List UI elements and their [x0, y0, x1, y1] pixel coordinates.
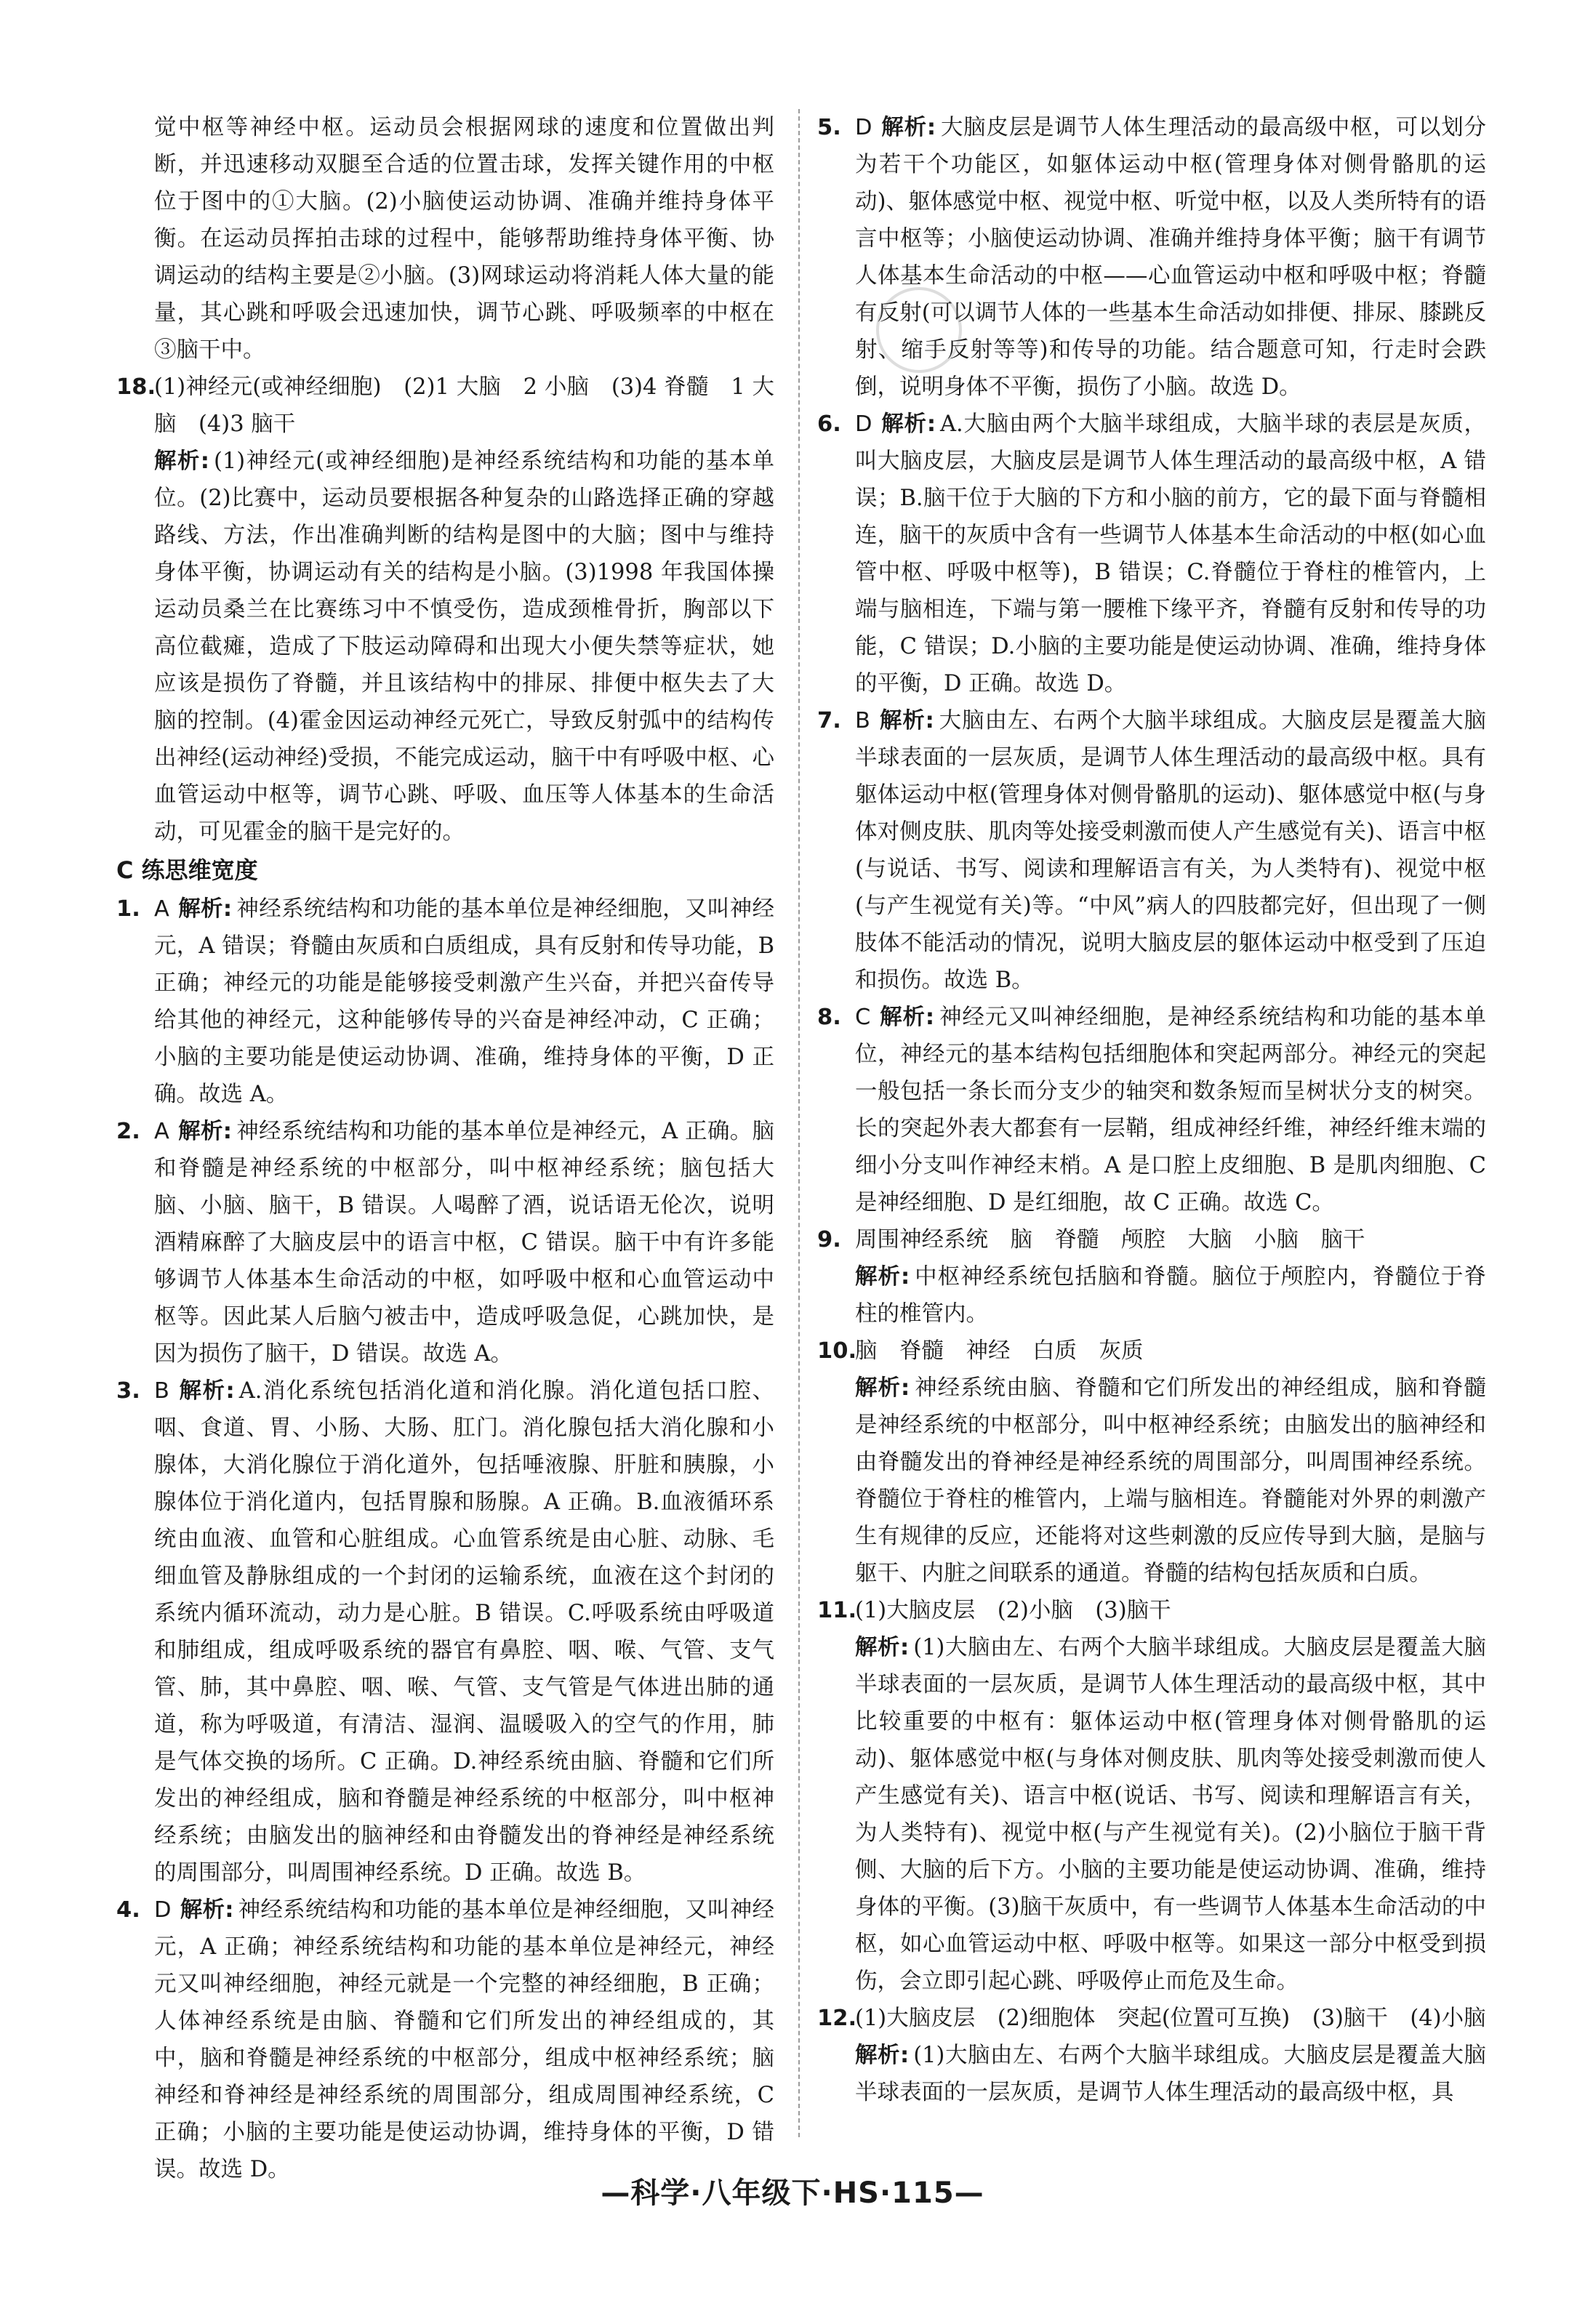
analysis-text: 神经系统由脑、脊髓和它们所发出的神经组成，脑和脊髓是神经系统的中枢部分，叫中枢神经系统；由脑发出的脑神经和由脊髓发出的脊神经是神经系统的周围部分，叫周围神经系统。脊髓位于脊柱的椎管内，上端与脑相连。脊髓能对外界的刺激产生有规律的反应，还能将对这些刺激的反应传导到大脑，是脑与躯干、内脏之间联系的通道。脊髓的结构包括灰质和白质。	[855, 1375, 1487, 1586]
question-1	[116, 890, 774, 1113]
analysis-label: 解析:	[177, 1378, 235, 1404]
analysis-label: 解析:	[177, 1119, 232, 1144]
watermark-stamp	[876, 287, 962, 373]
question-6	[817, 406, 1486, 702]
analysis-label: 解析:	[180, 1897, 234, 1923]
section-title: C 练思维宽度	[116, 856, 258, 884]
analysis-label: 解析:	[154, 449, 209, 474]
question-11	[817, 1592, 1486, 2000]
analysis-text: 中枢神经系统包括脑和脊髓。脑位于颅腔内，脊髓位于脊柱的椎管内。	[855, 1264, 1487, 1327]
answer-choice: A	[154, 896, 169, 922]
answer-line: 周围神经系统 脑 脊髓 颅腔 大脑 小脑 脑干	[855, 1227, 1365, 1253]
answer-choice: B	[154, 1378, 169, 1404]
question-number: 10.	[817, 1338, 857, 1364]
analysis-text: (1)大脑由左、右两个大脑半球组成。大脑皮层是覆盖大脑半球表面的一层灰质，是调节人体生理活动的最高级中枢，其中比较重要的中枢有：躯体运动中枢(管理身体对侧骨骼肌的运动)、躯体感觉中枢(与身体对侧皮肤、肌肉等处接受刺激而使人产生感觉有关)、语言中枢(说话、书写、阅读和理解语言有关，为人类特有)、视觉中枢(与产生视觉有关)。(2)小脑位于脑干背侧、大脑的后下方。小脑的主要功能是使运动协调、准确，维持身体的平衡。(3)脑干灰质中，有一些调节人体基本生命活动的中枢，如心血管运动中枢、呼吸中枢等。如果这一部分中枢受到损伤，会立即引起心跳、呼吸停止而危及生命。	[855, 1635, 1486, 1994]
question-18	[116, 369, 774, 851]
analysis-label: 解析:	[855, 2043, 910, 2068]
question-7	[817, 702, 1486, 999]
answer-choice: B	[855, 708, 870, 733]
question-number: 11.	[817, 1598, 857, 1623]
analysis-text: (1)神经元(或神经细胞)是神经系统结构和功能的基本单位。(2)比赛中，运动员要根据各种复杂的山路选择正确的穿越路线、方法，作出准确判断的结构是图中的大脑；图中与维持身体平衡，协调运动有关的结构是小脑。(3)1998 年我国体操运动员桑兰在比赛练习中不慎受伤，造成颈椎骨折，胸部以下高位截瘫，造成了下肢运动障碍和出现大小便失禁等症状，她应该是损伤了脊髓，并且该结构中的排尿、排便中枢失去了大脑的控制。(4)霍金因运动神经元死亡，导致反射弧中的结构传出神经(运动神经)受损，不能完成运动，脑干中有呼吸中枢、心血管运动中枢等，调节心跳、呼吸、血压等人体基本的生命活动，可见霍金的脑干是完好的。	[154, 449, 774, 845]
question-2	[116, 1113, 774, 1372]
question-12	[817, 2000, 1486, 2111]
question-number: 6.	[817, 411, 841, 437]
question-10	[817, 1332, 1486, 1592]
answer-choice: D	[855, 411, 872, 437]
analysis-text: 神经元又叫神经细胞，是神经系统结构和功能的基本单位，神经元的基本结构包括细胞体和突起两部分。神经元的突起一般包括一条长而分支少的轴突和数条短而呈树状分支的树突。长的突起外表大都套有一层鞘，组成神经纤维，神经纤维末端的细小分支叫作神经末梢。A 是口腔上皮细胞、B 是肌肉细胞、C 是神经细胞、D 是红细胞，故 C 正确。故选 C。	[855, 1005, 1486, 1215]
analysis-text: A.大脑由两个大脑半球组成，大脑半球的表层是灰质，叫大脑皮层，大脑皮层是调节人体生理活动的最高级中枢，A 错误；B.脑干位于大脑的下方和小脑的前方，它的最下面与脊髓相连，脑干的灰质中含有一些调节人体基本生命活动的中枢(如心血管中枢、呼吸中枢等)，B 错误；C.脊髓位于脊柱的椎管内，上端与脑相连，下端与第一腰椎下缘平齐，脊髓有反射和传导的功能，C 错误；D.小脑的主要功能是使运动协调、准确，维持身体的平衡，D 正确。故选 D。	[855, 411, 1486, 696]
answer-choice: D	[154, 1897, 172, 1923]
analysis-text: (1)大脑由左、右两个大脑半球组成。大脑皮层是覆盖大脑半球表面的一层灰质，是调节人体生理活动的最高级中枢，具	[855, 2043, 1486, 2105]
analysis-text: 神经系统结构和功能的基本单位是神经细胞，又叫神经元，A 错误；脊髓由灰质和白质组成，具有反射和传导功能，B 正确；神经元的功能是能够接受刺激产生兴奋，并把兴奋传导给其他的神经元，这种能够传导的兴奋是神经冲动，C 正确；小脑的主要功能是使运动协调、准确，维持身体的平衡，D 正确。故选 A。	[154, 896, 775, 1107]
question-8	[817, 999, 1486, 1221]
answer-line: (1)大脑皮层 (2)小脑 (3)脑干	[855, 1598, 1171, 1623]
question-number: 5.	[817, 115, 841, 140]
analysis-text: 神经系统结构和功能的基本单位是神经细胞，又叫神经元，A 正确；神经系统结构和功能的基本单位是神经元，神经元又叫神经细胞，神经元就是一个完整的神经细胞，B 正确；人体神经系统是由脑、脊髓和它们所发出的神经组成的，其中，脑和脊髓是神经系统的中枢部分，组成中枢神经系统；脑神经和脊神经是神经系统的周围部分，组成周围神经系统，C 正确；小脑的主要功能是使运动协调，维持身体的平衡，D 错误。故选 D。	[154, 1897, 775, 2182]
continuation-paragraph: 觉中枢等神经中枢。运动员会根据网球的速度和位置做出判断，并迅速移动双腿至合适的位置击球，发挥关键作用的中枢位于图中的①大脑。(2)小脑使运动协调、准确并维持身体平衡。在运动员挥拍击球的过程中，能够帮助维持身体平衡、协调运动的结构主要是②小脑。(3)网球运动将消耗人体大量的能量，其心跳和呼吸会迅速加快，调节心跳、呼吸频率的中枢在③脑干中。	[154, 115, 774, 363]
question-number: 3.	[116, 1378, 140, 1404]
analysis-label: 解析:	[880, 411, 936, 437]
answer-choice: D	[855, 115, 872, 140]
answer-line: (1)神经元(或神经细胞) (2)1 大脑 2 小脑 (3)4 脊髓 1 大脑 (4)3 脑干	[154, 374, 774, 437]
analysis-label: 解析:	[879, 1005, 935, 1030]
answer-line: (1)大脑皮层 (2)细胞体 突起(位置可互换) (3)脑干 (4)小脑	[855, 2006, 1486, 2031]
question-number: 9.	[817, 1227, 841, 1253]
question-number: 1.	[116, 896, 140, 922]
answer-choice: C	[855, 1005, 871, 1030]
analysis-text: 大脑由左、右两个大脑半球组成。大脑皮层是覆盖大脑半球表面的一层灰质，是调节人体生理活动的最高级中枢。具有躯体运动中枢(管理身体对侧骨骼肌的运动)、躯体感觉中枢(与身体对侧皮肤、肌肉等处接受刺激而使人产生感觉有关)、语言中枢(与说话、书写、阅读和理解语言有关，为人类特有)、视觉中枢(与产生视觉有关)等。“中风”病人的四肢都完好，但出现了一侧肢体不能活动的情况，说明大脑皮层的躯体运动中枢受到了压迫和损伤。故选 B。	[855, 708, 1487, 993]
analysis-label: 解析:	[855, 1375, 910, 1401]
analysis-text: A.消化系统包括消化道和消化腺。消化道包括口腔、咽、食道、胃、小肠、大肠、肛门。消化腺包括大消化腺和小腺体，大消化腺位于消化道外，包括唾液腺、肝脏和胰腺，小腺体位于消化道内，包括胃腺和肠腺。A 正确。B.血液循环系统由血液、血管和心脏组成。心血管系统是由心脏、动脉、毛细血管及静脉组成的一个封闭的运输系统，血液在这个封闭的系统内循环流动，动力是心脏。B 错误。C.呼吸系统由呼吸道和肺组成，组成呼吸系统的器官有鼻腔、咽、喉、气管、支气管、肺，其中鼻腔、咽、喉、气管、支气管是气体进出肺的通道，称为呼吸道，有清洁、湿润、温暖吸入的空气的作用，肺是气体交换的场所。C 正确。D.神经系统由脑、脊髓和它们所发出的神经组成，脑和脊髓是神经系统的中枢部分，叫中枢神经系统；由脑发出的脑神经和由脊髓发出的脊神经是神经系统的周围部分，叫周围神经系统。D 正确。故选 B。	[154, 1378, 774, 1886]
analysis-label: 解析:	[880, 115, 936, 140]
analysis-label: 解析:	[878, 708, 934, 733]
question-number: 12.	[817, 2006, 857, 2031]
left-column	[116, 109, 774, 2188]
question-number: 4.	[116, 1897, 140, 1923]
question-9	[817, 1221, 1486, 1332]
analysis-label: 解析:	[855, 1635, 910, 1660]
question-number: 18.	[116, 374, 156, 400]
question-4	[116, 1891, 774, 2188]
answer-line: 脑 脊髓 神经 白质 灰质	[855, 1338, 1144, 1364]
question-number: 7.	[817, 708, 841, 733]
analysis-label: 解析:	[177, 896, 233, 922]
analysis-label: 解析:	[855, 1264, 910, 1290]
answer-choice: A	[154, 1119, 169, 1144]
question-number: 2.	[116, 1119, 140, 1144]
column-divider	[798, 109, 800, 2137]
question-number: 8.	[817, 1005, 841, 1030]
analysis-text: 神经系统结构和功能的基本单位是神经元，A 正确。脑和脊髓是神经系统的中枢部分，叫中枢神经系统；脑包括大脑、小脑、脑干，B 错误。人喝醉了酒，说话语无伦次，说明酒精麻醉了大脑皮层中的语言中枢，C 错误。脑干中有许多能够调节人体基本生命活动的中枢，如呼吸中枢和心血管运动中枢等。因此某人后脑勺被击中，造成呼吸急促，心跳加快，是因为损伤了脑干，D 错误。故选 A。	[154, 1119, 774, 1367]
question-3	[116, 1372, 774, 1891]
right-column	[817, 109, 1486, 2111]
page-footer: —科学·八年级下·HS·115—	[601, 2176, 984, 2210]
analysis-text: 大脑皮层是调节人体生理活动的最高级中枢，可以划分为若干个功能区，如躯体运动中枢(管理身体对侧骨骼肌的运动)、躯体感觉中枢、视觉中枢、听觉中枢，以及人类所特有的语言中枢等；小脑使运动协调、准确并维持身体平衡；脑干有调节人体基本生命活动的中枢——心血管运动中枢和呼吸中枢；脊髓有反射(可以调节人体的一些基本生命活动如排便、排尿、膝跳反射、缩手反射等等)和传导的功能。结合题意可知，行走时会跌倒，说明身体不平衡，损伤了小脑。故选 D。	[855, 115, 1487, 400]
